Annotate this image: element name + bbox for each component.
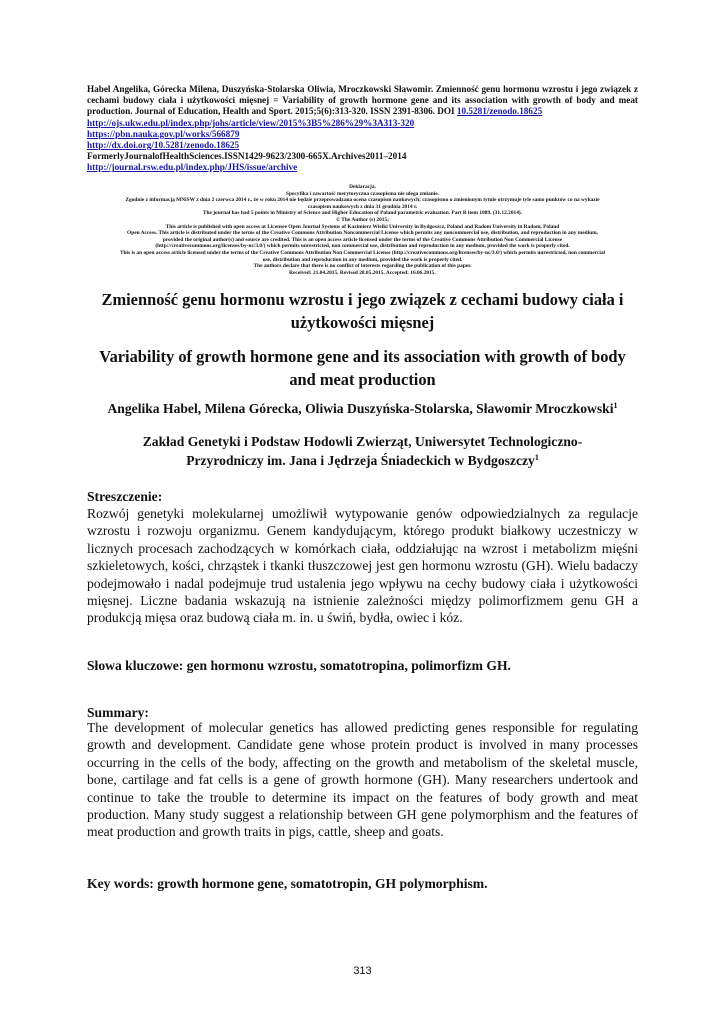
summary-heading: Summary: <box>87 705 149 720</box>
slowa-kluczowe: Słowa kluczowe: gen hormonu wzrostu, somatotropina, polimorfizm GH. <box>87 658 511 673</box>
declaration-line: © The Author (s) 2015; <box>336 216 389 223</box>
declaration-line: (http://creativecommons.org/licenses/by-nc/3.0/) which permits unrestricted, non commercial use, distribution and reproduction in any medium, provided the work is properly cited. <box>155 243 570 250</box>
declaration-line: Zgodnie z informacją MNiSW z dnia 2 czerwca 2014 r., że w roku 2014 nie będzie przeprowadzana ocena czasopism naukowych; czasopismo o zmienionym tytule otrzymuje tyle samo punktów co na wykazie <box>125 197 600 204</box>
affiliation-line-1: Zakład Genetyki i Podstaw Hodowli Zwierząt, Uniwersytet Technologiczno- <box>142 434 583 449</box>
authors <box>87 400 638 418</box>
streszczenie-text: Rozwój genetyki molekularnej umożliwił wytypowanie genów odpowiedzialnych za regulacje wzrostu i rozwoju organizmu. Genem kandydującym, którego produkt białkowy uczestniczy w licznych procesach zachodzących w komórkach ciała, oddziałując na wzrost i metabolizm mięśni szkieletowych, kości, chrząstek i tkanki tłuszczowej jest gen hormonu wzrostu (GH). Wielu badaczy podejmowało i nadal podejmuje trud ustalenia jego wpływu na cechy budowy ciała i użytkowości mięsnej. Liczne badania wskazują na istnienie zależności między polimorfizmem genu GH a produkcją mięsa oraz budową ciała m. in. u świń, bydła, owiec i kóz. <box>87 506 638 626</box>
declaration-line: czasopism naukowych z dnia 31 grudnia 2014 r. <box>307 203 418 210</box>
declaration-line: The journal has had 5 points in Ministry of Science and Higher Education of Poland parametric evaluation. Part B item 1089. (31.12.2014). <box>202 210 523 217</box>
citation-block <box>87 84 638 174</box>
title-english: Variability of growth hormone gene and its association with growth of body and meat production <box>99 347 626 389</box>
declaration-line: The authors declare that there is no conflict of interests regarding the publication of this paper. <box>253 263 472 270</box>
pbn-link[interactable]: https://pbn.nauka.gov.pl/works/566879 <box>87 128 240 139</box>
declaration-block <box>87 184 638 276</box>
citation-text: Habel Angelika, Górecka Milena, Duszyńska-Stolarska Oliwia, Mroczkowski Sławomir. Zmienność genu hormonu wzrostu i jego związek z cechami budowy ciała i użytkowości mięsnej = Variability of growth hormone gene and its association with growth of body and meat production. Journal of Education, Health and Sport. 2015;5(6):313-320. ISSN 2391-8306. DOI <box>87 84 638 117</box>
doi-link[interactable]: 10.5281/zenodo.18625 <box>456 106 543 117</box>
formerly-word: 2011 <box>365 151 384 162</box>
formerly-word: Formerly <box>87 151 125 162</box>
key-words: Key words: growth hormone gene, somatotropin, GH polymorphism. <box>87 876 488 891</box>
author-names: Angelika Habel, Milena Górecka, Oliwia Duszyńska-Stolarska, Sławomir Mroczkowski <box>107 401 614 416</box>
formerly-word: / <box>284 151 287 162</box>
formerly-word: Health <box>162 151 190 162</box>
declaration-line: Deklaracja. <box>349 184 376 190</box>
author-affiliation-mark: 1 <box>613 401 618 410</box>
declaration-line: use, distribution and reproduction in any medium, provided the work is properly cited. <box>262 256 463 263</box>
formerly-word: ISSN <box>224 151 245 162</box>
formerly-word: 2014 <box>388 151 407 162</box>
declaration-line: Specyfika i zawartość merytoryczna czasopisma nie ulega zmianie. <box>285 190 439 197</box>
page-number: 313 <box>353 965 372 977</box>
formerly-word: 2300-665X. <box>286 151 332 162</box>
declaration-line: Open Access. This article is distributed under the terms of the Creative Commons Attribution Noncommercial License which permits any noncommercial use, distribution, and reproduction in any medium, <box>127 230 598 237</box>
formerly-word: Sciences. <box>189 151 225 162</box>
declaration-line: This is an open access article licensed under the terms of the Creative Commons Attribution Non Commercial License (http://creativecommons.org/licenses/by-nc/3.0/) which permits unrestricted, non commercial <box>119 249 606 256</box>
streszczenie-heading: Streszczenie: <box>87 489 163 504</box>
declaration-line: provided the original author(s) and source are credited. This is an open access article licensed under the terms of the Creative Commons Attribution Non Commercial License <box>162 236 563 243</box>
declaration-line: Received: 21.04.2015. Revised 28.05.2015. Accepted: 16.06.2015. <box>289 269 436 276</box>
affiliation-line-2: Przyrodniczy im. Jana i Jędrzeja Śniadeckich w Bydgoszczy <box>186 452 535 468</box>
archive-link[interactable]: http://journal.rsw.edu.pl/index.php/JHS/issue/archive <box>87 162 298 173</box>
formerly-line <box>87 151 638 162</box>
title-polish: Zmienność genu hormonu wzrostu i jego związek z cechami budowy ciała i użytkowości mięsnej <box>101 290 624 332</box>
formerly-word: – <box>383 151 389 162</box>
summary-text: The development of molecular genetics has allowed predicting genes responsible for regulating growth and development. Candidate gene whose protein product is involved in many processes occurring in the cells of the body, affecting on the growth and metabolism of the skeletal muscle, bone, cartilage and fat cells is a gene of growth hormone (GH). Many researchers undertook and continue to take the trouble to determine its impact on the features of body growth and meat production. Many study suggest a relationship between GH gene polymorphism and the features of meat production and growth traits in pigs, cattle, sheep and goats. <box>87 720 638 840</box>
affiliation-mark: 1 <box>534 452 539 462</box>
dx-doi-link[interactable]: http://dx.doi.org/10.5281/zenodo.18625 <box>87 140 240 151</box>
formerly-word: of <box>154 151 163 162</box>
declaration-line: This article is published with open access at Licensee Open Journal Systems of Kazimierz Wielki University in Bydgoszcz, Poland and Radom University in Radom, Poland <box>165 223 560 230</box>
affiliation <box>87 433 638 470</box>
ojs-link[interactable]: http://ojs.ukw.edu.pl/index.php/johs/article/view/2015%3B5%286%29%3A313-320 <box>87 117 415 128</box>
formerly-word: 1429-9623 <box>244 151 285 162</box>
formerly-word: Archives <box>331 151 366 162</box>
formerly-word: Journal <box>124 151 155 162</box>
